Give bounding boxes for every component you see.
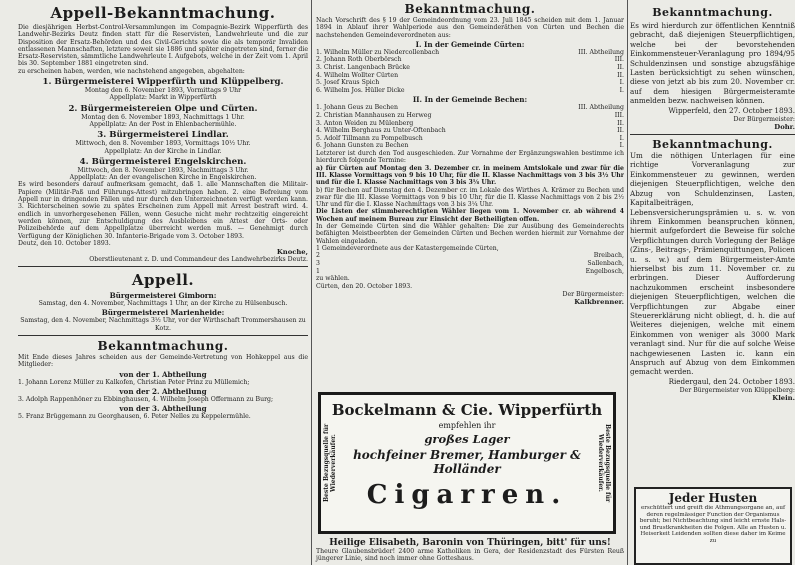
member-class: I. xyxy=(619,86,624,94)
middle-intro: Nach Vorschrift des § 19 der Gemeindeordnung vom 23. Juli 1845 scheiden mit dem 1. Januar 1894 in Ablauf ihrer Wahlperiode aus den Gemeinderäthen von Cürten und Bechen die nachstehenden Gemeindeverordneten aus: xyxy=(316,17,624,39)
right-role-2: Der Bürgermeister von Klüppelberg: xyxy=(679,387,795,395)
middle-title: Bekanntmachung. xyxy=(404,2,536,16)
list-item xyxy=(316,245,624,253)
middle-signer: Kalkbrenner. xyxy=(574,297,624,306)
list-item xyxy=(316,64,624,72)
member-class: I. xyxy=(619,142,624,150)
list-item xyxy=(316,104,624,112)
marienheide-head: Bürgermeisterei Marienheide: xyxy=(101,308,225,318)
member-name: 5. Adolf Tillmann xyxy=(316,134,370,142)
section-2-place: Appellplatz: An der Post in Ehlenbachermühle. xyxy=(89,120,237,128)
right-role: Der Bürgermeister: xyxy=(733,116,795,124)
place: Sallenbach, xyxy=(587,260,624,268)
section-2-head: 2. Bürgermeistereien Olpe und Cürten. xyxy=(68,103,258,114)
right-signature xyxy=(630,116,795,131)
bechen-head: II. In der Gemeinde Bechen: xyxy=(412,95,528,105)
appell-title: Appell. xyxy=(131,271,195,290)
husten-title: Jeder Husten xyxy=(668,491,758,505)
group-1-head: von der 1. Abtheilung xyxy=(119,369,207,379)
signer-title: Oberstlieutenant z. D. und Commandeur des Landwehrbezirks Deutz. xyxy=(89,256,308,264)
right-title: Bekanntmachung. xyxy=(652,138,773,152)
right-title-top: Bekanntmachung. xyxy=(652,6,773,19)
date-line: Deutz, den 10. October 1893. xyxy=(18,239,111,247)
column-divider xyxy=(627,0,628,565)
list-item xyxy=(316,260,624,268)
rules-text: Es wird besonders darauf aufmerksam gemacht, daß 1. alle Mannschaften die Militair-Papiere (Militär-Paß und Führungs-Attest) mitzubringen haben. 2. eine Befreiung vom Appell nur in dringenden Fällen und nur durch den Unterzeichneten verfügt werden kann. 3. Richterscheinen sowie zu spätes Erscheinen zum Appell mit Arrest bestraft wird. 4. endlich in unvorhergesehenen Fällen, wenn Gesuche nicht mehr rechtzeitig eingereicht werden können, zur Entschuldigung des Ausbleibens ein Attest der Orts- oder Polizeibehörde auf dem Appellplatze überreicht werden muß. — Genehmigt durch Verfügung der Königlichen 30. Infanterie-Brigade vom 3. October 1893. xyxy=(18,181,308,240)
member-class: II. xyxy=(617,127,624,135)
member-place: Spich xyxy=(361,79,380,87)
list-item xyxy=(316,120,624,128)
member-place: zu Mülenberg xyxy=(369,119,414,127)
right-text: Um die nöthigen Unterlagen für eine richtige Vorveranlagung zur Einkommensteuer zu gewinnen, werden diejenigen Steuerpflichtigen, welche den Abzug von Schuldenzinsen, Lasten, Kapitalbeiträgen, Lebensversicherungsprämien u. s. w. von ihrem Einkommen beanspruchen können, hiermit aufgefordert die Beweise für solche Verpflichtungen durch Vorlegung der Beläge (Zins-, Beitrags-, Prämienquittungen, Policen u. s. w.) auf dem Bürgermeister-Amte hierselbst bis zum 11. November cr. zu erbringen. Dieser Aufforderung nachzukommen erscheint insbesondere diejenigen Steuerpflichtigen, welchen die Verpflichtungen zur Abgabe einer Steuererklärung nicht obliegt, d. h. die auf Weiteres diejenigen, welche mit einem Einkommen von weniger als 3000 Mark veranlagt sind. Nur für die auf solche Weise nachgewiesenen Lasten ic. kann ein Anspruch auf Abzug von dem Einkommen gemacht werden. xyxy=(630,151,795,377)
curten-list xyxy=(316,49,624,95)
ad-big: Cigarren. xyxy=(366,480,568,510)
husten-advertisement xyxy=(634,487,792,565)
list-item xyxy=(316,79,624,87)
member-name: 3. Christ. Langenbach xyxy=(316,64,386,72)
signature-block xyxy=(18,248,308,263)
right-signer-2: Klein. xyxy=(772,394,795,403)
list-item xyxy=(316,252,624,260)
section-3-place: Appellplatz: An der Kirche in Lindlar. xyxy=(104,147,222,155)
column-divider xyxy=(311,0,312,565)
divider xyxy=(18,335,308,336)
term-b: b) für Bechen auf Dienstag den 4. Dezember cr. im Lokale des Wirthes A. Krämer zu Bechen und zwar für die III. Klasse Vormittags von 9 bis 10 Uhr, für die II. Klasse Nachmittags von 2 bis 2½ Uhr und für die I. Klasse Nachmittags von 3 bis 3¼ Uhr. xyxy=(316,186,624,209)
member-class: II. xyxy=(617,119,624,127)
group-2-names: 3. Adolph Rappenhöner zu Ebbinghausen, 4. Wilhelm Joseph Offermann zu Burg; xyxy=(18,395,274,403)
marienheide-line: Samstag, den 4. November, Nachmittags 3½ Uhr, vor der Wirthschaft Trommershausen zu Kotz. xyxy=(20,317,306,332)
member-class: III. xyxy=(614,112,624,120)
section-1-line: Montag den 6. November 1893, Vormittags 9 Uhr xyxy=(84,87,242,95)
group-3-names: 5. Franz Brüggemann zu Georghausen, 6. Peter Nelles zu Keppelermühle. xyxy=(18,413,251,421)
intro-text: Die diesjährigen Herbst-Control-Versammlungen im Compagnie-Bezirk Wipperfürth des Landwehr-Bezirks Deutz finden statt für die Reservisten, Landwehrleute und die zur Disposition der Ersatz-Behörden und des Civil-Gerichts sowie die als temporär Invaliden entlassenen Mannschaften, letztere soweit sie 1886 und später eingetreten sind, ferner die Ersatz-Reservisten, sämmtliche Landwehrleute I. Aufgebots, welche in der Zeit vom 1. April bis 30. September 1881 eingetreten sind. xyxy=(18,24,308,68)
section-4-place: Appellplatz: An der evangelischen Kirche in Engelskirchen. xyxy=(69,174,257,182)
appell-bekanntmachung-title: Appell-Bekanntmachung. xyxy=(50,4,276,22)
column-left xyxy=(18,0,308,565)
list-item xyxy=(316,87,624,95)
label: Gemeindeverordnete aus der Katastergemeinde Cürten, xyxy=(321,244,499,252)
list-item xyxy=(316,49,624,57)
right-date-2: Riedergaul, den 24. October 1893. xyxy=(668,376,795,386)
member-place: zu Bechen xyxy=(365,104,398,112)
list-item xyxy=(316,135,624,143)
count: 2 xyxy=(316,252,320,260)
section-1-head: 1. Bürgermeisterei Wipperfürth und Klüppelberg. xyxy=(42,77,284,88)
section-1-place: Appellplatz: Markt in Wipperfürth xyxy=(109,94,217,102)
group-3-head: von der 3. Abtheilung xyxy=(119,404,207,414)
count: 1 xyxy=(316,244,320,252)
count: 1 xyxy=(316,267,320,275)
member-place: zu Niedercollenbach xyxy=(374,48,440,56)
husten-text: erschüttert und greift die Athmungsorgane an, auf deren regelmässiger Function der Organismus beruht; bei Nichtbeachtung sind leicht ernste Hals- und Brustkrankheiten die Folgen. Alle an Husten u. Heiserkeit Leidenden sollten diese daher im Keime zu xyxy=(639,505,787,544)
right-date: Wipperfeld, den 27. October 1893. xyxy=(668,105,795,115)
member-class: I. xyxy=(619,79,624,87)
member-name: 1. Wilhelm Müller xyxy=(316,48,373,56)
term-c2: In der Gemeinde Cürten sind die Wähler gehalten: Die zur Ausübung des Gemeinderechts befähigten Meistbeerbten der Gemeinden Cürten und Bechen werden hiermit zur Vornahme der Wahlen eingeladen. xyxy=(316,222,624,245)
section-3-head: 3. Bürgermeisterei Lindlar. xyxy=(97,130,229,141)
ad-line2: großes Lager xyxy=(424,432,510,446)
list-item xyxy=(316,112,624,120)
middle-signature xyxy=(316,291,624,306)
member-name: 3. Anton Weiden xyxy=(316,119,368,127)
zu-waehlen: zu wählen. xyxy=(316,275,350,283)
member-class: I. xyxy=(619,134,624,142)
ad-side-left: Beste Bezugsquelle für Wiederverkäufer. xyxy=(323,423,337,503)
member-name: 4. Wilhelm Berghaus xyxy=(316,127,382,135)
group-1-names: 1. Johann Lorenz Müller zu Kalkofen, Christian Peter Prinz zu Müllemich; xyxy=(18,378,250,386)
extra-list xyxy=(316,245,624,275)
member-class: III. Abtheilung xyxy=(578,104,624,112)
divider xyxy=(630,134,795,135)
divider xyxy=(18,266,308,267)
term-a: a) für Cürten auf Montag den 3. Dezember cr. in meinem Amtslokale und zwar für die III. Klasse Vormittags von 9 bis 10 Uhr, für die II. Klasse Nachmittags von 3 bis 3½ Uhr und für die I. Klasse Nachmittags von 3 bis 3¼ Uhr. xyxy=(316,164,624,187)
list-item xyxy=(316,142,624,150)
bottom-title: Heilige Elisabeth, Baronin von Thüringen, bitt' für uns! xyxy=(329,538,611,548)
member-place: Dicke xyxy=(386,86,405,94)
note-text: Letzterer ist durch den Tod ausgeschieden. Zur Vornahme der Ergänzungswahlen bestimme ich hierdurch folgende Termine: xyxy=(316,150,624,165)
gimborn-head: Bürgermeisterei Gimborn: xyxy=(109,291,217,301)
list-item xyxy=(316,56,624,64)
curten-head: I. In der Gemeinde Cürten: xyxy=(415,39,525,49)
column-right xyxy=(630,0,795,565)
member-name: 2. Johann Roth xyxy=(316,56,363,64)
member-place: zu Bechen xyxy=(375,142,409,150)
section-4-head: 4. Bürgermeisterei Engelskirchen. xyxy=(79,156,247,167)
intro-text-2: zu erscheinen haben, werden, wie nachstehend angegeben, abgehalten: xyxy=(18,67,245,75)
ad-firm: Bockelmann & Cie. Wipperfürth xyxy=(331,401,603,419)
bek2-text: Mit Ende dieses Jahres scheiden aus der Gemeinde-Vertretung von Hohkeppel aus die Mitglieder: xyxy=(18,354,308,369)
member-class: II. xyxy=(617,71,624,79)
bottom-notice xyxy=(316,538,624,563)
section-2-line: Montag den 6. November 1893, Nachmittags 1 Uhr. xyxy=(81,113,245,121)
list-item xyxy=(316,72,624,80)
member-place: zu Herweg xyxy=(397,112,432,120)
member-name: 1. Johann Geus xyxy=(316,104,364,112)
right-signature-2 xyxy=(630,387,795,402)
member-place: zu Pompelbusch xyxy=(371,134,423,142)
place: Engelbosch, xyxy=(585,267,624,275)
place: Breibach, xyxy=(593,252,624,260)
member-name: 6. Johann Gunsten xyxy=(316,142,374,150)
member-name: 6. Wilhelm Jos. Hüller xyxy=(316,86,385,94)
count: 3 xyxy=(316,260,320,268)
right-signer: Dohr. xyxy=(774,123,795,132)
member-place: zu Unter-Oftenbach xyxy=(383,127,446,135)
bekanntmachung-2-title: Bekanntmachung. xyxy=(97,339,229,354)
list-item xyxy=(316,127,624,135)
section-3-line: Mittwoch, den 8. November 1893, Vormittags 10½ Uhr. xyxy=(75,140,251,148)
member-class: II. xyxy=(617,64,624,72)
member-name: 5. Josef Kraus xyxy=(316,79,360,87)
cigar-advertisement xyxy=(318,392,616,534)
ad-side-right: Beste Bezugsquelle für Wiederverkäufer. xyxy=(597,423,611,503)
ad-line1: empfehlen ihr xyxy=(438,421,496,430)
list-item xyxy=(316,268,624,276)
bechen-list xyxy=(316,104,624,150)
middle-date: Cürten, den 20. October 1893. xyxy=(316,282,413,290)
middle-role: Der Bürgermeister: xyxy=(562,290,624,298)
gimborn-line: Samstag, den 4. November, Nachmittags 1 Uhr, an der Kirche zu Hülsenbusch. xyxy=(38,300,288,308)
right-intro: Es wird hierdurch zur öffentlichen Kenntniß gebracht, daß diejenigen Steuerpflichtigen, welche bei der bevorstehenden Einkommensteuer-Veranlagung pro 1894/95 Schuldenzinsen und sonstige abzugsfähige Lasten berücksichtigt zu sehen wünschen, diese von jetzt ab bis zum 20. November cr. auf dem hiesigen Bürgermeisteramte anmelden bezw. nachweisen können. xyxy=(630,21,795,106)
member-place: Brücke xyxy=(387,64,410,72)
bottom-text: Theure Glaubensbrüder! 2400 arme Katholiken in Gera, der Residenzstadt des Fürsten Reuß jüngerer Linie, sind noch immer ohne Gotteshaus. xyxy=(316,548,624,563)
member-class: III. xyxy=(614,56,624,64)
signer-name: Knoche, xyxy=(276,248,308,257)
member-class: III. Abtheilung xyxy=(578,48,624,56)
member-place: Oberbörsch xyxy=(364,56,402,64)
section-4-line: Mittwoch, den 8. November 1893, Nachmittags 3 Uhr. xyxy=(77,166,249,174)
ad-line3: hochfeiner Bremer, Hamburger & Holländer xyxy=(353,448,581,476)
member-place: Cürten xyxy=(376,71,399,79)
term-c: Die Listen der stimmberechtigten Wähler liegen vom 1. November cr. ab während 4 Wochen auf meinem Bureau zur Einsicht der Betheiligten offen. xyxy=(316,208,624,223)
member-name: 2. Christian Mannhausen xyxy=(316,112,396,120)
group-2-head: von der 2. Abtheilung xyxy=(119,386,207,396)
member-name: 4. Wilhelm Wollter xyxy=(316,71,375,79)
